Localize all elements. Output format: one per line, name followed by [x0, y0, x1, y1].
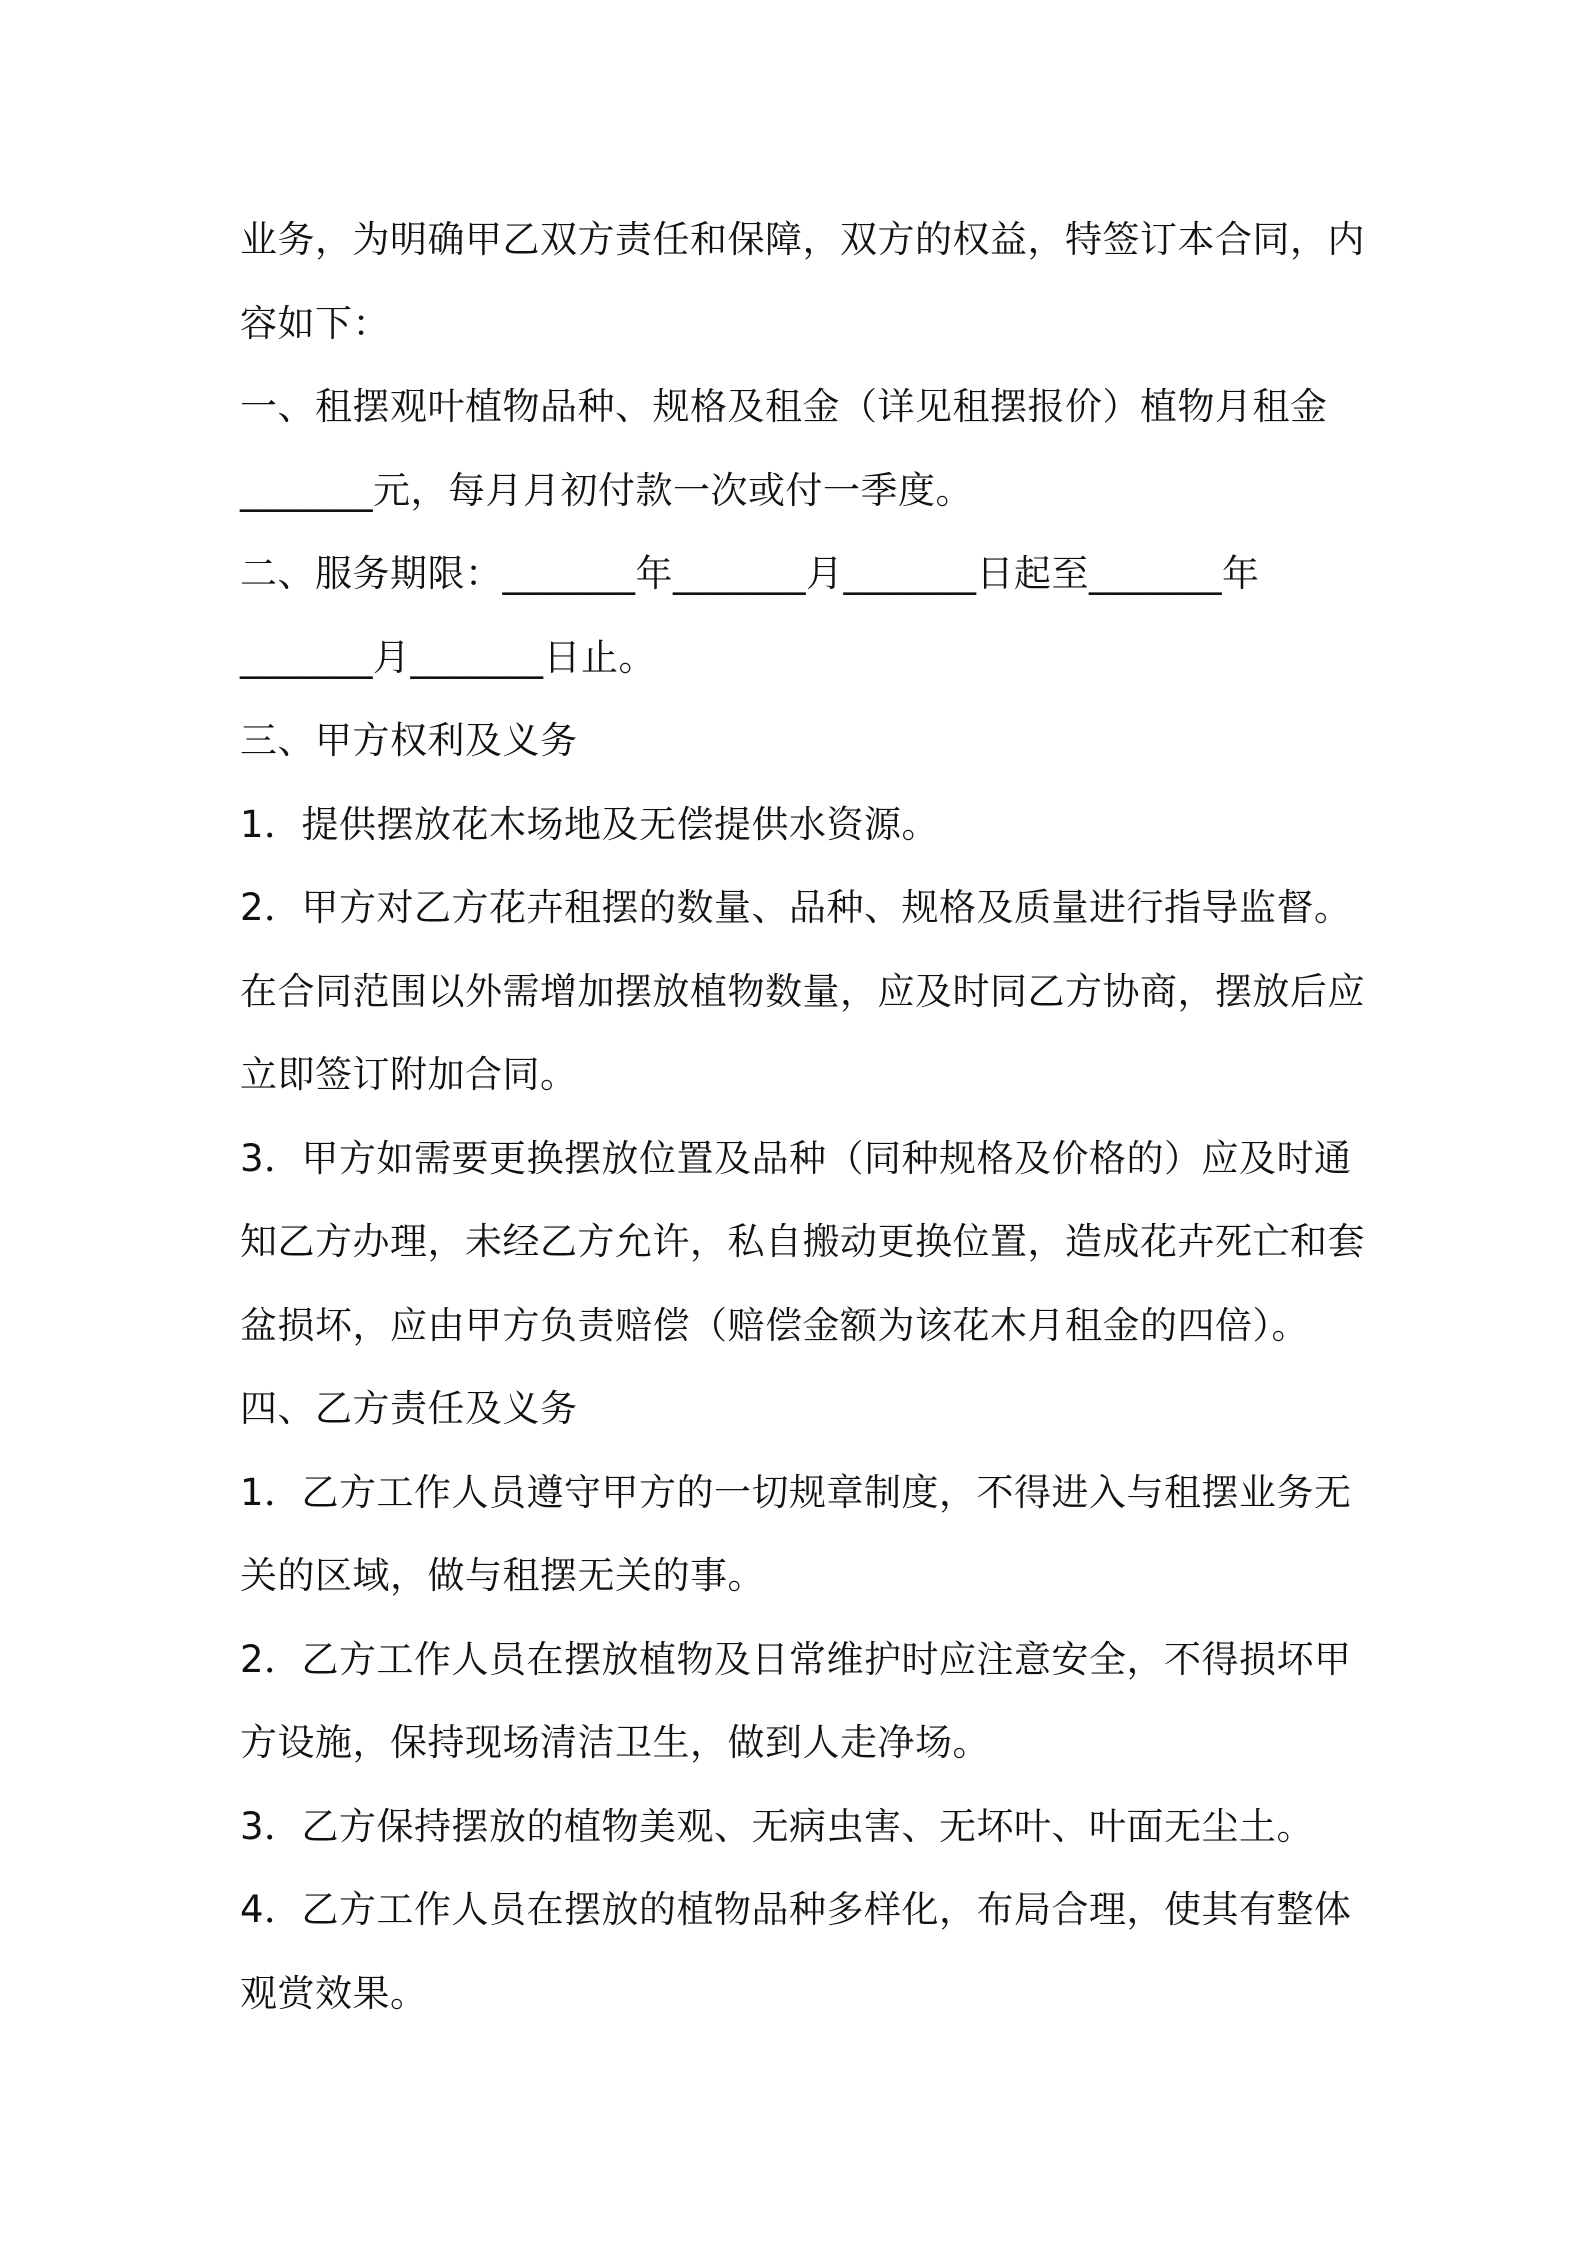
clause-line: 4．乙方工作人员在摆放的植物品种多样化，布局合理，使其有整体: [240, 1888, 1352, 1931]
clause-line: 3．乙方保持摆放的植物美观、无病虫害、无坏叶、叶面无尘土。: [240, 1804, 1315, 1848]
text-line: 关的区域，做与租摆无关的事。: [240, 1554, 765, 1597]
text-line: _______元，每月月初付款一次或付一季度。: [240, 468, 973, 512]
text-line: 观赏效果。: [240, 1971, 428, 2015]
text-line: 方设施，保持现场清洁卫生，做到人走净场。: [240, 1721, 990, 1764]
clause-line: 1．提供摆放花木场地及无偿提供水资源。: [240, 802, 940, 846]
section-two-line: 二、服务期限：_______年_______月_______日起至_______年: [240, 552, 1260, 595]
clause-line: 3．甲方如需要更换摆放位置及品种（同种规格及价格的）应及时通: [240, 1136, 1352, 1180]
clause-line: 2．乙方工作人员在摆放植物及日常维护时应注意安全，不得损坏甲: [240, 1637, 1352, 1681]
clause-line: 1．乙方工作人员遵守甲方的一切规章制度，不得进入与租摆业务无: [240, 1470, 1352, 1514]
text-line: _______月_______日止。: [240, 635, 656, 679]
text-line: 业务，为明确甲乙双方责任和保障，双方的权益，特签订本合同，内: [240, 218, 1365, 261]
section-four-heading: 四、乙方责任及义务: [240, 1387, 578, 1430]
text-line: 在合同范围以外需增加摆放植物数量，应及时同乙方协商，摆放后应: [240, 969, 1365, 1013]
text-line: 容如下：: [240, 301, 390, 345]
section-three-heading: 三、甲方权利及义务: [240, 719, 578, 762]
clause-line: 2．甲方对乙方花卉租摆的数量、品种、规格及质量进行指导监督。: [240, 886, 1352, 929]
text-line: 立即签订附加合同。: [240, 1053, 578, 1096]
section-one-line: 一、租摆观叶植物品种、规格及租金（详见租摆报价）植物月租金: [240, 385, 1328, 428]
text-line: 知乙方办理，未经乙方允许，私自搬动更换位置，造成花卉死亡和套: [240, 1220, 1365, 1263]
text-line: 盆损坏，应由甲方负责赔偿（赔偿金额为该花木月租金的四倍）。: [240, 1303, 1309, 1347]
contract-body: [240, 198, 1365, 2035]
